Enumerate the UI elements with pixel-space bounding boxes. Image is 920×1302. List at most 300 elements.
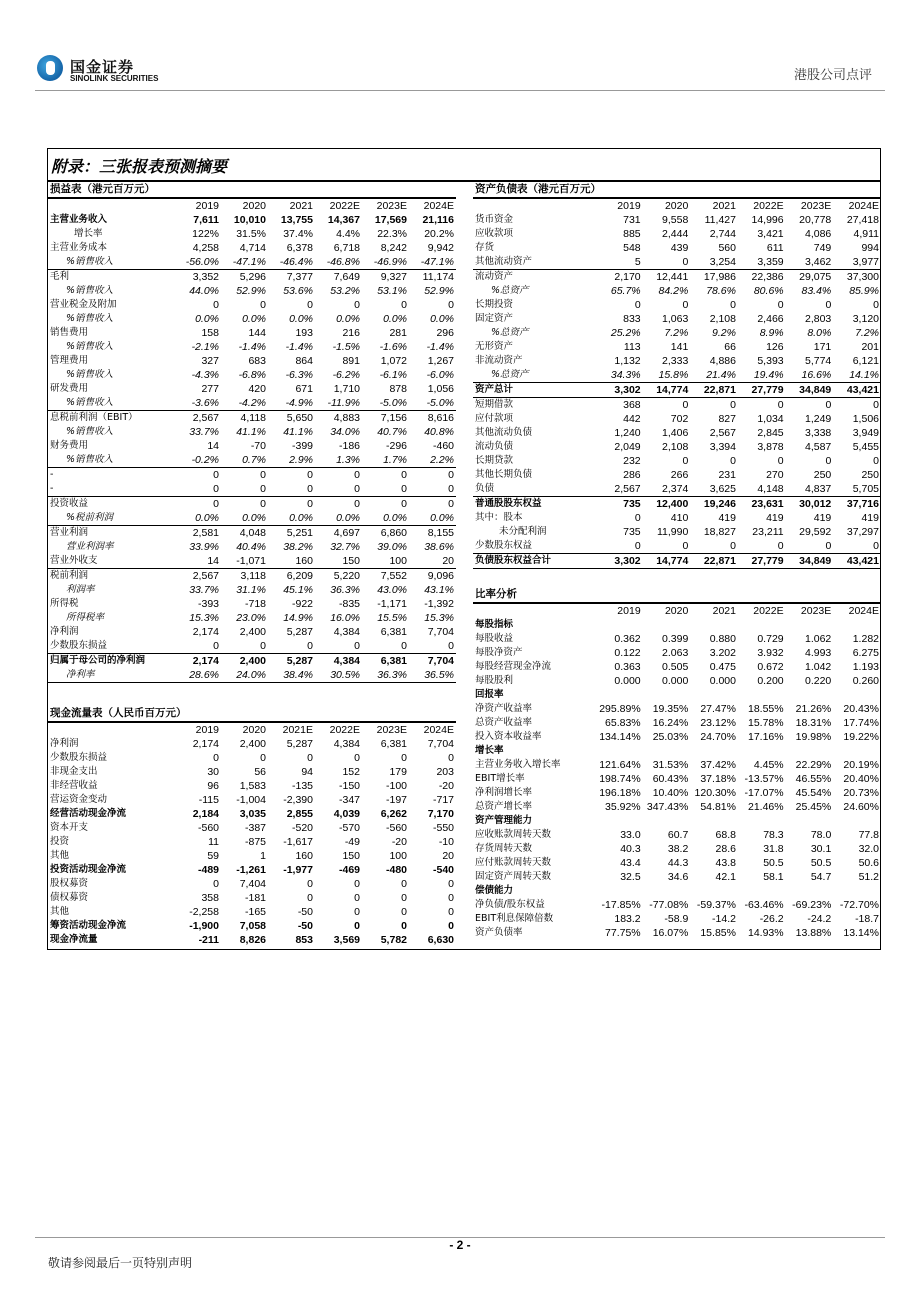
value-cell: 37.18%: [700, 773, 736, 785]
table-row: [48, 807, 456, 821]
value-cell: 0: [825, 399, 832, 411]
value-cell: 160: [268, 554, 315, 569]
value-cell: 31.1%: [236, 584, 266, 596]
value-cell: -4.3%: [191, 369, 219, 381]
value-cell: [738, 688, 786, 702]
value-cell: 44.3: [667, 857, 689, 869]
value-cell: -1.6%: [379, 341, 407, 353]
value-cell: 150: [315, 554, 362, 569]
value-cell: 4,258: [192, 242, 219, 254]
value-cell: -296: [385, 440, 407, 452]
table-row: [473, 326, 881, 340]
value-cell: 885: [623, 228, 641, 240]
year-header-cell: 2022E: [753, 200, 784, 212]
disclaimer-text: 敬请参阅最后一页特别声明: [48, 1256, 193, 1270]
value-cell: 28.6%: [174, 668, 221, 683]
value-cell: 0.0%: [336, 313, 360, 325]
value-cell: 4.993: [805, 647, 832, 659]
value-cell: 0.729: [757, 633, 784, 645]
row-label: %销售收入: [48, 255, 174, 270]
value-cell: 7,058: [239, 920, 266, 932]
value-cell: 0: [833, 539, 881, 554]
table-row: [473, 255, 881, 270]
value-cell: 548: [623, 242, 641, 254]
value-cell: 5,774: [805, 355, 832, 367]
value-cell: 286: [623, 469, 641, 481]
value-cell: 0.363: [614, 661, 641, 673]
value-cell: 0: [221, 482, 268, 497]
value-cell: -0.2%: [174, 453, 221, 468]
value-cell: [595, 744, 643, 758]
value-cell: 611: [766, 242, 784, 254]
table-row: [473, 368, 881, 383]
value-cell: -1,004: [236, 794, 266, 806]
row-label: 每股指标: [475, 619, 514, 630]
value-cell: 9,558: [662, 214, 689, 226]
year-header-cell: 2021E: [282, 724, 313, 736]
value-cell: 43.8: [715, 857, 736, 869]
value-cell: 19,246: [703, 498, 736, 510]
value-cell: 1,267: [427, 355, 454, 367]
value-cell: 0.122: [614, 647, 641, 659]
table-row: [473, 828, 881, 842]
value-cell: 152: [342, 766, 360, 778]
value-cell: 0: [730, 299, 736, 311]
value-cell: 12,400: [656, 498, 689, 510]
value-cell: 7,170: [427, 808, 454, 820]
row-label: 现金净流量: [50, 934, 98, 945]
cashflow-statement-title: 现金流量表（人民币百万元）: [48, 705, 456, 723]
table-row: [48, 326, 456, 340]
header-blank-cell: [48, 723, 174, 737]
value-cell: -1,617: [283, 836, 313, 848]
value-cell: 113: [623, 341, 641, 353]
value-cell: 12,441: [656, 271, 689, 283]
value-cell: 0.672: [757, 661, 784, 673]
value-cell: 1.3%: [315, 453, 362, 468]
value-cell: -24.2: [807, 913, 832, 925]
table-row: [473, 716, 881, 730]
value-cell: 18.55%: [748, 703, 784, 715]
row-label: 财务费用: [50, 440, 89, 451]
value-cell: [833, 744, 881, 758]
value-cell: 16.07%: [652, 927, 689, 939]
value-cell: 37,716: [846, 498, 879, 510]
value-cell: -46.9%: [362, 255, 409, 270]
header-blank-cell: [473, 604, 595, 618]
year-header-cell: 2021: [712, 605, 736, 617]
table-row: [48, 453, 456, 468]
row-label: 固定资产: [475, 313, 514, 324]
table-row: [48, 255, 456, 270]
value-cell: -1,071: [221, 554, 268, 569]
row-label: EBIT增长率: [475, 773, 525, 784]
row-label: 净资产收益率: [475, 703, 533, 714]
value-cell: [643, 814, 691, 828]
value-cell: 41.1%: [236, 426, 266, 438]
table-row: [473, 284, 881, 298]
value-cell: 0.362: [614, 633, 641, 645]
row-label: 少数股东损益: [48, 639, 174, 654]
header-blank-cell: [473, 199, 595, 213]
value-cell: -47.1%: [221, 255, 268, 270]
row-label: %销售收入: [66, 341, 114, 352]
value-cell: 2,174: [192, 626, 219, 638]
value-cell: -6.8%: [238, 369, 266, 381]
value-cell: -100: [385, 780, 407, 792]
value-cell: 4,048: [239, 527, 266, 539]
value-cell: 43.0%: [377, 584, 407, 596]
value-cell: 40.8%: [424, 426, 454, 438]
value-cell: 2,567: [595, 482, 643, 497]
row-label: -: [48, 482, 174, 497]
value-cell: 9,096: [427, 570, 454, 582]
value-cell: -181: [244, 892, 266, 904]
value-cell: 2,567: [709, 427, 736, 439]
value-cell: 13.88%: [795, 927, 832, 939]
value-cell: 15.5%: [377, 612, 407, 624]
value-cell: 0.0%: [268, 511, 315, 526]
year-header-cell: 2019: [195, 200, 219, 212]
value-cell: 33.7%: [189, 584, 219, 596]
table-row: [473, 800, 881, 814]
value-cell: 0: [307, 498, 313, 510]
value-cell: 0.220: [805, 675, 832, 687]
value-cell: [786, 618, 834, 632]
value-cell: 14: [174, 554, 221, 569]
row-label: 营业利润: [50, 527, 89, 538]
value-cell: 0: [174, 482, 221, 497]
value-cell: -1,977: [283, 864, 313, 876]
table-row: [473, 702, 881, 716]
row-label: 利润率: [66, 584, 95, 595]
value-cell: 419: [718, 512, 736, 524]
value-cell: 2,466: [757, 313, 784, 325]
value-cell: 1.282: [852, 633, 879, 645]
value-cell: 44.0%: [189, 285, 219, 297]
page-header: [0, 0, 920, 100]
right-column: [473, 181, 881, 940]
value-cell: 27,418: [846, 214, 879, 226]
value-cell: 833: [623, 313, 641, 325]
row-label: 其他长期负债: [475, 469, 533, 480]
table-row: [473, 898, 881, 912]
value-cell: -50: [297, 906, 313, 918]
row-label: 所得税: [50, 598, 79, 609]
value-cell: 0: [213, 752, 219, 764]
value-cell: 19.4%: [738, 368, 786, 383]
value-cell: 25.2%: [610, 327, 641, 339]
year-header-cell: 2024E: [423, 724, 454, 736]
value-cell: [786, 744, 834, 758]
value-cell: 203: [436, 766, 454, 778]
value-cell: 4,118: [240, 412, 266, 424]
value-cell: -165: [244, 906, 266, 918]
value-cell: 0: [448, 906, 454, 918]
value-cell: 77.8: [858, 829, 879, 841]
table-row: [473, 646, 881, 660]
table-row: [48, 540, 456, 554]
value-cell: 410: [670, 512, 689, 524]
row-label: 其他流动负债: [475, 427, 533, 438]
value-cell: 7,704: [427, 626, 454, 638]
year-header-cell: 2020: [242, 200, 266, 212]
value-cell: 735: [623, 498, 641, 510]
value-cell: 43.1%: [424, 584, 454, 596]
value-cell: 21.26%: [795, 703, 832, 715]
value-cell: -2,258: [189, 906, 219, 918]
value-cell: 0: [643, 539, 691, 554]
value-cell: -20: [438, 780, 454, 792]
value-cell: 37,300: [846, 271, 879, 283]
value-cell: 126: [766, 341, 784, 353]
value-cell: 0.0%: [195, 313, 219, 325]
table-row: [473, 398, 881, 413]
value-cell: 0: [825, 299, 832, 311]
value-cell: 11,427: [704, 214, 736, 226]
table-row: [48, 227, 456, 241]
value-cell: 6,860: [380, 527, 407, 539]
value-cell: 0: [307, 878, 313, 890]
value-cell: 368: [623, 399, 641, 411]
value-cell: 31.5%: [236, 228, 266, 240]
value-cell: 0: [873, 399, 879, 411]
value-cell: 735: [623, 526, 641, 538]
value-cell: 18.31%: [795, 717, 832, 729]
value-cell: 0: [260, 469, 266, 481]
value-cell: 11,174: [422, 271, 454, 283]
value-cell: 0: [873, 455, 879, 467]
value-cell: 53.2%: [330, 285, 360, 297]
value-cell: 10.40%: [652, 787, 689, 799]
table-row: [473, 744, 881, 758]
value-cell: 3,118: [240, 570, 266, 582]
value-cell: 2,374: [643, 482, 691, 497]
value-cell: 3,254: [690, 255, 738, 270]
header-blank-cell: [48, 199, 174, 213]
row-label: 流动资产: [475, 271, 514, 282]
table-row: [473, 674, 881, 688]
row-label: 增长率: [74, 228, 103, 239]
value-cell: 3,569: [333, 934, 360, 946]
value-cell: 1.062: [805, 633, 832, 645]
table-row: [48, 298, 456, 312]
value-cell: 0: [448, 498, 454, 510]
value-cell: 14.1%: [833, 368, 881, 383]
year-header-row: [48, 199, 456, 213]
value-cell: 4,039: [333, 808, 360, 820]
value-cell: 35.92%: [605, 801, 641, 813]
value-cell: 2,170: [614, 271, 641, 283]
value-cell: 3,302: [595, 383, 643, 398]
row-label: 每股净资产: [475, 647, 523, 658]
value-cell: 2,108: [709, 313, 736, 325]
table-row: [48, 919, 456, 933]
value-cell: 80.6%: [753, 285, 784, 297]
value-cell: 0: [738, 539, 786, 554]
value-cell: 2,184: [192, 808, 219, 820]
value-cell: 7,704: [427, 738, 454, 750]
row-label: 主营业务收入增长率: [475, 759, 561, 770]
table-row: [48, 468, 456, 483]
value-cell: -480: [385, 864, 407, 876]
value-cell: 68.8: [715, 829, 736, 841]
value-cell: 34.6: [667, 871, 689, 883]
value-cell: -70: [250, 440, 266, 452]
value-cell: 3.932: [757, 647, 784, 659]
value-cell: 198.74%: [599, 773, 641, 785]
value-cell: 0.505: [662, 661, 689, 673]
value-cell: 65.83%: [605, 717, 641, 729]
value-cell: 0: [401, 752, 407, 764]
value-cell: -2,390: [283, 794, 313, 806]
value-cell: 8,242: [380, 242, 407, 254]
value-cell: [786, 688, 834, 702]
value-cell: -540: [432, 864, 454, 876]
value-cell: 1,240: [614, 427, 641, 439]
year-header-cell: 2022E: [329, 724, 360, 736]
value-cell: [833, 618, 881, 632]
value-cell: 23.12%: [700, 717, 736, 729]
table-row: [48, 241, 456, 255]
value-cell: 2,803: [805, 313, 832, 325]
value-cell: -20: [391, 836, 407, 848]
row-label: 非现金支出: [50, 766, 98, 777]
row-label: 其中：股本: [475, 512, 523, 523]
value-cell: 2,845: [757, 427, 784, 439]
value-cell: 327: [201, 355, 219, 367]
value-cell: 15.78%: [748, 717, 784, 729]
row-label: 回报率: [475, 689, 504, 700]
value-cell: 358: [201, 892, 219, 904]
table-row: [48, 554, 456, 569]
value-cell: 5,393: [757, 355, 784, 367]
table-row: [473, 660, 881, 674]
table-row: [48, 779, 456, 793]
value-cell: 749: [813, 242, 832, 254]
value-cell: 878: [389, 383, 407, 395]
value-cell: 6.275: [852, 647, 879, 659]
value-cell: [690, 744, 738, 758]
value-cell: -18.7: [855, 913, 879, 925]
value-cell: 0: [448, 299, 454, 311]
value-cell: 144: [248, 327, 266, 339]
table-row: [48, 821, 456, 835]
value-cell: 1,710: [333, 383, 360, 395]
value-cell: 3,359: [738, 255, 786, 270]
value-cell: 43.4: [620, 857, 641, 869]
value-cell: 14: [207, 440, 219, 452]
value-cell: 1.7%: [362, 453, 409, 468]
value-cell: 37.42%: [700, 759, 736, 771]
value-cell: 201: [861, 341, 879, 353]
value-cell: 29,592: [799, 526, 832, 538]
table-row: [473, 511, 881, 525]
value-cell: 19.98%: [795, 731, 832, 743]
table-row: [48, 877, 456, 891]
value-cell: 15.3%: [189, 612, 219, 624]
value-cell: 160: [295, 850, 313, 862]
value-cell: 0: [682, 299, 689, 311]
value-cell: 1,406: [662, 427, 689, 439]
value-cell: 78.0: [810, 829, 832, 841]
value-cell: 4,714: [239, 242, 266, 254]
value-cell: -922: [291, 598, 313, 610]
row-label: 投入资本收益率: [475, 731, 542, 742]
value-cell: 0: [401, 498, 407, 510]
value-cell: 0.0%: [289, 313, 313, 325]
value-cell: 15.8%: [643, 368, 691, 383]
value-cell: 7,649: [333, 271, 360, 283]
value-cell: -550: [432, 822, 454, 834]
table-row: [48, 312, 456, 326]
value-cell: 0: [448, 469, 454, 481]
value-cell: 183.2: [614, 913, 641, 925]
table-row: [473, 554, 881, 569]
value-cell: 0: [730, 399, 736, 411]
row-label: 存货周转天数: [475, 843, 533, 854]
cashflow-statement-table: [48, 723, 456, 947]
row-label: 营运资金变动: [50, 794, 108, 805]
value-cell: 38.6%: [424, 541, 454, 553]
value-cell: 2,567: [192, 412, 219, 424]
value-cell: 7,156: [380, 412, 407, 424]
value-cell: 419: [813, 512, 832, 524]
value-cell: 3,302: [595, 554, 643, 569]
value-cell: 17,986: [703, 271, 736, 283]
value-cell: 2,174: [192, 655, 219, 667]
value-cell: -26.2: [759, 913, 784, 925]
value-cell: 7,704: [427, 655, 454, 667]
value-cell: 37.4%: [283, 228, 313, 240]
value-cell: 0: [401, 469, 407, 481]
value-cell: 45.1%: [283, 584, 313, 596]
value-cell: -56.0%: [174, 255, 221, 270]
table-row: [473, 383, 881, 398]
table-row: [48, 511, 456, 526]
value-cell: 0: [174, 639, 221, 654]
year-header-cell: 2024E: [848, 200, 879, 212]
row-label: 净利润: [50, 626, 79, 637]
table-row: [48, 583, 456, 597]
value-cell: -69.23%: [792, 899, 832, 911]
table-row: [473, 870, 881, 884]
value-cell: 216: [342, 327, 360, 339]
row-label: 非流动资产: [475, 355, 523, 366]
value-cell: 5,650: [286, 412, 313, 424]
row-label: 非经营收益: [50, 780, 98, 791]
value-cell: -211: [198, 934, 219, 946]
value-cell: 17,569: [374, 214, 407, 226]
value-cell: [690, 884, 738, 898]
table-row: [473, 758, 881, 772]
value-cell: 3,625: [690, 482, 738, 497]
value-cell: -150: [338, 780, 360, 792]
value-cell: 891: [342, 355, 360, 367]
table-row: [48, 340, 456, 354]
table-row: [48, 863, 456, 877]
row-label: 股权募资: [50, 878, 89, 889]
value-cell: 2,333: [662, 355, 689, 367]
value-cell: [833, 814, 881, 828]
value-cell: 0: [401, 878, 407, 890]
value-cell: 0: [307, 469, 313, 481]
year-header-cell: 2020: [664, 200, 689, 212]
value-cell: 40.3: [620, 843, 641, 855]
value-cell: [595, 688, 643, 702]
value-cell: 439: [670, 242, 689, 254]
value-cell: 30,012: [799, 498, 832, 510]
